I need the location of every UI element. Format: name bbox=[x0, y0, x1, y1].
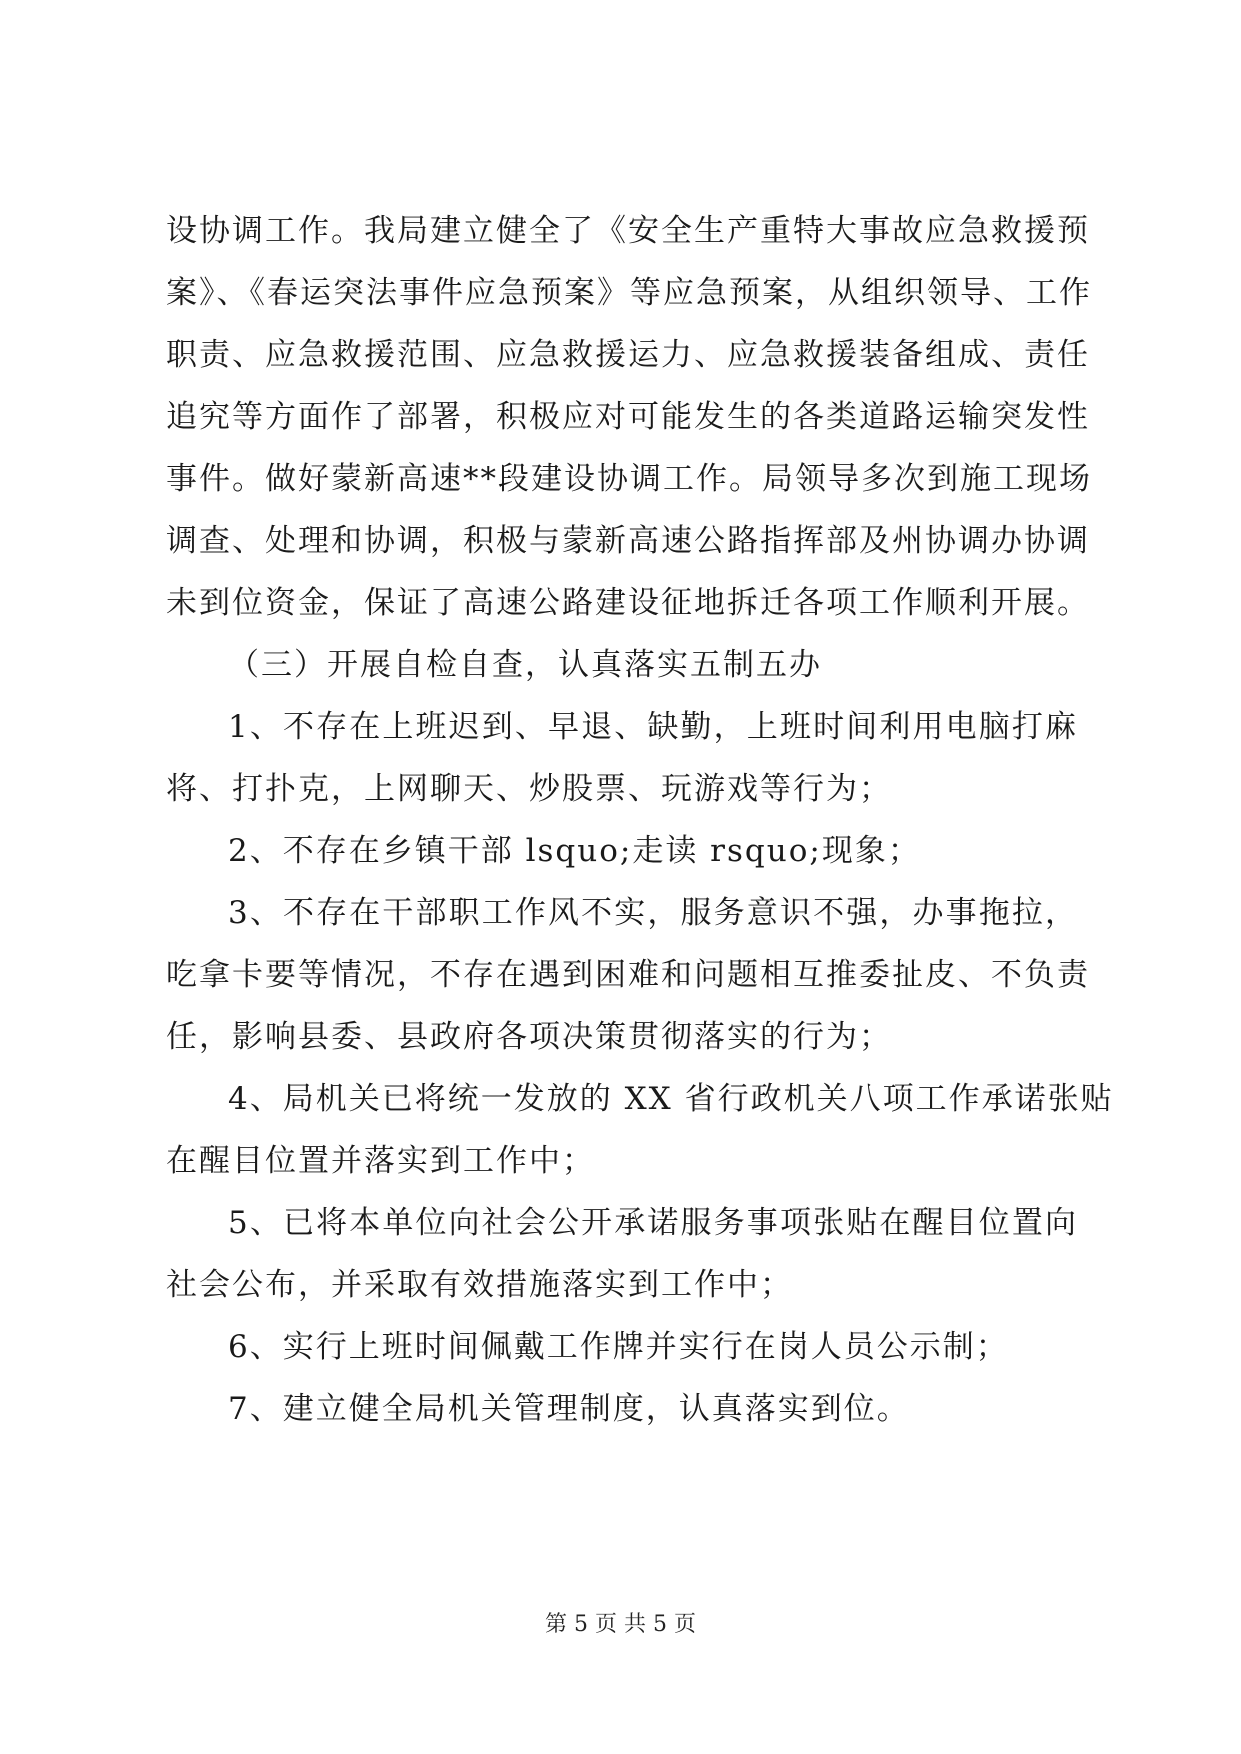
list-item-6: 6、实行上班时间佩戴工作牌并实行在岗人员公示制； bbox=[228, 1329, 1009, 1365]
text-line: 任，影响县委、县政府各项决策贯彻落实的行为； bbox=[166, 1019, 892, 1055]
list-item-5 bbox=[166, 1192, 1078, 1316]
text-line: 5、已将本单位向社会公开承诺服务事项张贴在醒目位置向 bbox=[228, 1205, 1078, 1241]
list-item-3 bbox=[166, 882, 1090, 1068]
text-line: 职责、应急救援范围、应急救援运力、应急救援装备组成、责任 bbox=[166, 337, 1090, 373]
text-line: 1、不存在上班迟到、早退、缺勤，上班时间利用电脑打麻 bbox=[228, 709, 1078, 745]
text-line: 3、不存在干部职工作风不实，服务意识不强，办事拖拉， bbox=[228, 895, 1078, 931]
text-line: 追究等方面作了部署，积极应对可能发生的各类道路运输突发性 bbox=[166, 399, 1090, 435]
text-line: 将、打扑克，上网聊天、炒股票、玩游戏等行为； bbox=[166, 771, 892, 807]
text-line: 在醒目位置并落实到工作中； bbox=[166, 1143, 595, 1179]
page-number-footer: 第 5 页 共 5 页 bbox=[545, 1612, 696, 1637]
list-item-4 bbox=[166, 1068, 1114, 1192]
text-line: 事件。做好蒙新高速**段建设协调工作。局领导多次到施工现场 bbox=[166, 461, 1092, 497]
text-line: 案》、《春运突法事件应急预案》等应急预案，从组织领导、工作 bbox=[166, 275, 1092, 311]
text-line: 调查、处理和协调，积极与蒙新高速公路指挥部及州协调办协调 bbox=[166, 523, 1090, 559]
section-heading: （三）开展自检自查，认真落实五制五办 bbox=[228, 647, 822, 683]
list-item-7: 7、建立健全局机关管理制度，认真落实到位。 bbox=[228, 1391, 910, 1427]
list-item-1 bbox=[166, 696, 1078, 820]
document-body bbox=[166, 200, 1114, 1440]
paragraph-1 bbox=[166, 200, 1092, 634]
text-line: 社会公布，并采取有效措施落实到工作中； bbox=[166, 1267, 793, 1303]
text-line: 吃拿卡要等情况，不存在遇到困难和问题相互推委扯皮、不负责 bbox=[166, 957, 1090, 993]
text-line: 设协调工作。我局建立健全了《安全生产重特大事故应急救援预 bbox=[166, 213, 1090, 249]
text-line: 未到位资金，保证了高速公路建设征地拆迁各项工作顺利开展。 bbox=[166, 585, 1090, 621]
text-line: 4、局机关已将统一发放的 XX 省行政机关八项工作承诺张贴 bbox=[228, 1081, 1114, 1117]
list-item-2: 2、不存在乡镇干部 lsquo;走读 rsquo;现象； bbox=[228, 833, 921, 869]
